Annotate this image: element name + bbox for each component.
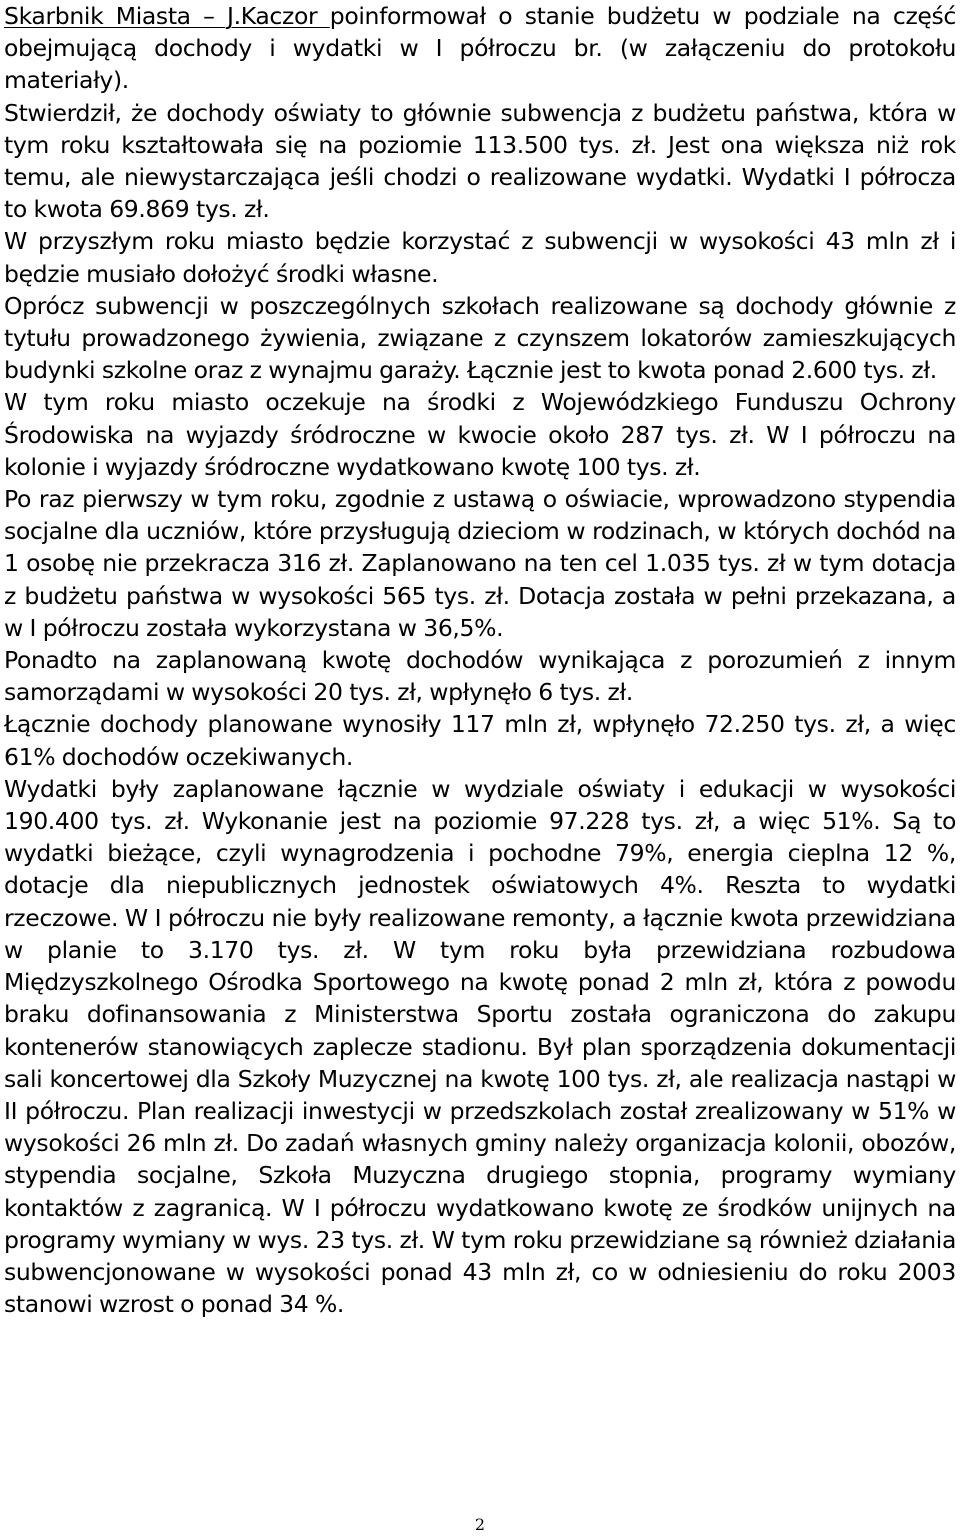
paragraph-total-income: Łącznie dochody planowane wynosiły 117 mln zł, wpłynęło 72.250 tys. zł, a więc 61% dochodów oczekiwanych.	[4, 710, 956, 771]
document-page	[4, 0, 956, 1320]
paragraph-next-year-subsidy: W przyszłym roku miasto będzie korzystać z subwencji w wysokości 43 mln zł i będzie musiało dołożyć środki własne.	[4, 227, 956, 288]
paragraph-agreements: Ponadto na zaplanowaną kwotę dochodów wynikająca z porozumień z innym samorządami w wysokości 20 tys. zł, wpłynęło 6 tys. zł.	[4, 646, 956, 707]
treasurer-name-underlined: Skarbnik Miasta – J.Kaczor	[4, 2, 330, 30]
page-number: 2	[474, 1515, 486, 1534]
paragraph-scholarships: Po raz pierwszy w tym roku, zgodnie z ustawą o oświacie, wprowadzono stypendia socjalne dla uczniów, które przysługują dzieciom w rodzinach, w których dochód na 1 osobę nie przekracza 316 zł. Zaplanowano na ten cel 1.035 tys. zł w tym dotacja z budżetu państwa w wysokości 565 tys. zł. Dotacja została w pełni przekazana, a w I półroczu została wykorzystana w 36,5%.	[4, 485, 956, 642]
paragraph-text: poinformował o stanie budżetu w podziale na część obejmującą dochody i wydatki w I półroczu br. (w załączeniu do protokołu materiały).	[4, 2, 956, 95]
paragraph-expenditures: Wydatki były zaplanowane łącznie w wydziale oświaty i edukacji w wysokości 190.400 tys. zł. Wykonanie jest na poziomie 97.228 tys. zł, a więc 51%. Są to wydatki bieżące, czyli wynagrodzenia i pochodne 79%, energia cieplna 12 %, dotacje dla niepublicznych jednostek oświatowych 4%. Reszta to wydatki rzeczowe. W I półroczu nie były realizowane remonty, a łącznie kwota przewidziana w planie to 3.170 tys. zł. W tym roku była przewidziana rozbudowa Międzyszkolnego Ośrodka Sportowego na kwotę ponad 2 mln zł, która z powodu braku dofinansowania z Ministerstwa Sportu została ograniczona do zakupu kontenerów stanowiących zaplecze stadionu. Był plan sporządzenia dokumentacji sali koncertowej dla Szkoły Muzycznej na kwotę 100 tys. zł, ale realizacja nastąpi w II półroczu. Plan realizacji inwestycji w przedszkolach został zrealizowany w 51% w wysokości 26 mln zł. Do zadań własnych gminy należy organizacja kolonii, obozów, stypendia socjalne, Szkoła Muzyczna drugiego stopnia, programy wymiany kontaktów z zagranicą. W I półroczu wydatkowano kwotę ze środków unijnych na programy wymiany w wys. 23 tys. zł. W tym roku przewidziane są również działania subwencjonowane w wysokości ponad 43 mln zł, co w odniesieniu do roku 2003 stanowi wzrost o ponad 34 %.	[4, 774, 956, 1319]
paragraph-treasurer-report	[4, 0, 956, 97]
paragraph-school-income: Oprócz subwencji w poszczególnych szkołach realizowane są dochody głównie z tytułu prowadzonego żywienia, związane z czynszem lokatorów zamieszkujących budynki szkolne oraz z wynajmu garaży. Łącznie jest to kwota ponad 2.600 tys. zł.	[4, 291, 956, 385]
paragraph-environment-fund: W tym roku miasto oczekuje na środki z Wojewódzkiego Funduszu Ochrony Środowiska na wyjazdy śródroczne w kwocie około 287 tys. zł. W I półroczu na kolonie i wyjazdy śródroczne wydatkowano kwotę 100 tys. zł.	[4, 388, 956, 481]
paragraph-education-income: Stwierdził, że dochody oświaty to głównie subwencja z budżetu państwa, która w tym roku kształtowała się na poziomie 113.500 tys. zł. Jest ona większa niż rok temu, ale niewystarczająca jeśli chodzi o realizowane wydatki. Wydatki I półrocza to kwota 69.869 tys. zł.	[4, 98, 956, 224]
